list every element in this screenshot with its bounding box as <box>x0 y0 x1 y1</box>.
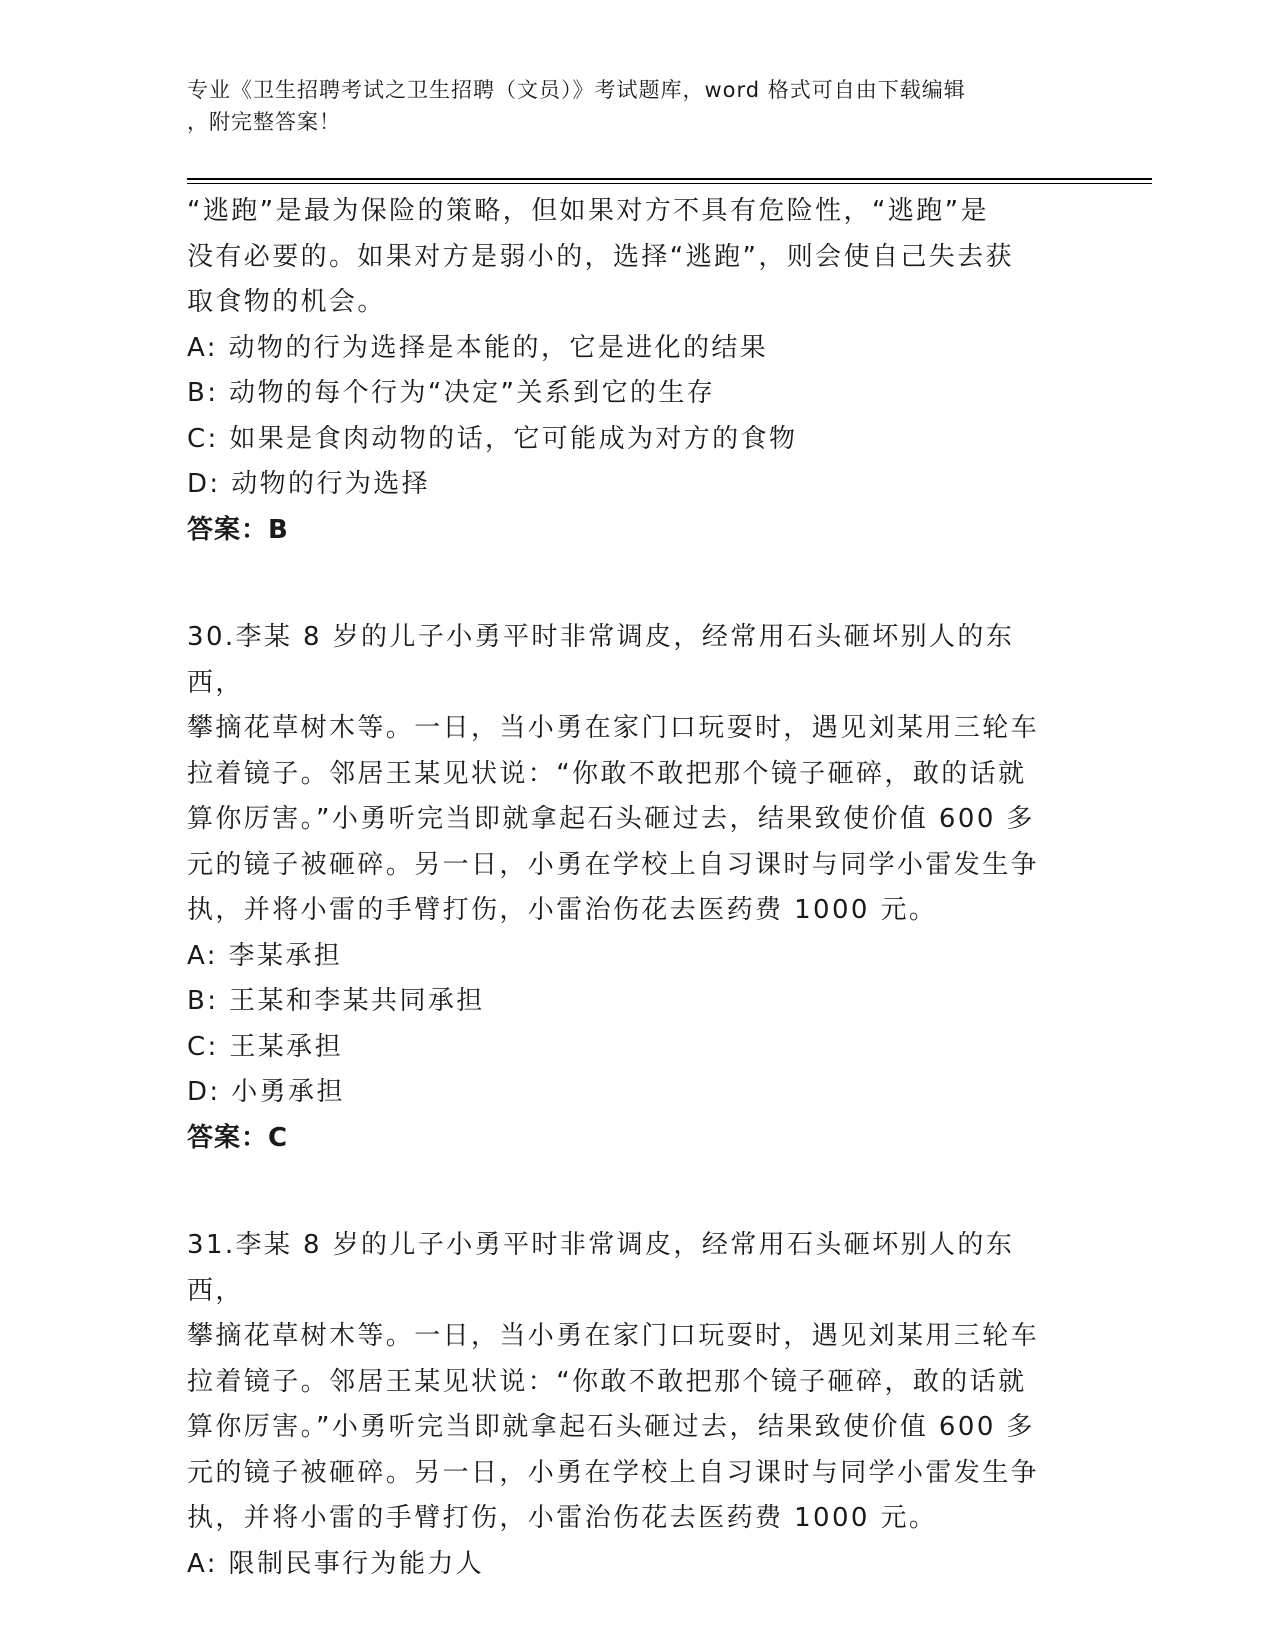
header-rule-thin <box>187 183 1152 184</box>
question-stem-line: 没有必要的。如果对方是弱小的，选择“逃跑”，则会使自己失去获 <box>187 241 1014 272</box>
question-stem-line: 攀摘花草树木等。一日，当小勇在家门口玩耍时，遇见刘某用三轮车 <box>187 713 1040 743</box>
option-b: B: 王某和李某共同承担 <box>187 986 485 1016</box>
question-stem-line: 执，并将小雷的手臂打伤，小雷治伤花去医药费 1000 元。 <box>187 1503 938 1533</box>
answer-label: 答案：C <box>187 1122 289 1153</box>
question-stem-line: 元的镜子被砸碎。另一日，小勇在学校上自习课时与同学小雷发生争 <box>187 849 1040 880</box>
question-31 <box>187 1223 1067 1587</box>
question-spacer <box>187 553 1067 615</box>
question-29 <box>187 189 1067 553</box>
option-b: B: 动物的每个行为“决定”关系到它的生存 <box>187 378 716 408</box>
question-stem-line: 攀摘花草树木等。一日，当小勇在家门口玩耍时，遇见刘某用三轮车 <box>187 1321 1040 1351</box>
option-a: A: 限制民事行为能力人 <box>187 1548 485 1579</box>
answer-label: 答案：B <box>187 514 289 545</box>
question-spacer <box>187 1161 1067 1223</box>
header-line-1: 专业《卫生招聘考试之卫生招聘（文员）》考试题库，word 格式可自由下载编辑 <box>187 78 966 102</box>
header-line-2: ，附完整答案！ <box>187 110 341 134</box>
question-stem-line: 算你厉害。”小勇听完当即就拿起石头砸过去，结果致使价值 600 多 <box>187 1412 1035 1442</box>
question-30 <box>187 615 1067 1161</box>
question-stem-line: 元的镜子被砸碎。另一日，小勇在学校上自习课时与同学小雷发生争 <box>187 1457 1040 1488</box>
option-c: C: 如果是食肉动物的话，它可能成为对方的食物 <box>187 423 798 454</box>
header-rule-thick <box>187 178 1152 180</box>
option-d: D: 小勇承担 <box>187 1077 345 1107</box>
option-a: A: 李某承担 <box>187 940 343 971</box>
option-c: C: 王某承担 <box>187 1031 343 1062</box>
question-stem-line: 执，并将小雷的手臂打伤，小雷治伤花去医药费 1000 元。 <box>187 895 938 925</box>
page-header <box>187 74 1067 138</box>
option-d: D: 动物的行为选择 <box>187 469 431 499</box>
option-a: A: 动物的行为选择是本能的，它是进化的结果 <box>187 332 769 363</box>
question-stem-line: 算你厉害。”小勇听完当即就拿起石头砸过去，结果致使价值 600 多 <box>187 804 1035 834</box>
question-stem-line: 拉着镜子。邻居王某见状说：“你敢不敢把那个镜子砸碎，敢的话就 <box>187 758 1027 789</box>
question-stem-line: 取食物的机会。 <box>187 287 386 317</box>
question-stem-line: 30.李某 8 岁的儿子小勇平时非常调皮，经常用石头砸坏别人的东西， <box>187 622 1015 698</box>
question-stem-line: 拉着镜子。邻居王某见状说：“你敢不敢把那个镜子砸碎，敢的话就 <box>187 1366 1027 1397</box>
question-stem-line: 31.李某 8 岁的儿子小勇平时非常调皮，经常用石头砸坏别人的东西， <box>187 1230 1015 1306</box>
document-body <box>187 189 1067 1587</box>
question-stem-line: “逃跑”是最为保险的策略，但如果对方不具有危险性，“逃跑”是 <box>187 196 989 226</box>
